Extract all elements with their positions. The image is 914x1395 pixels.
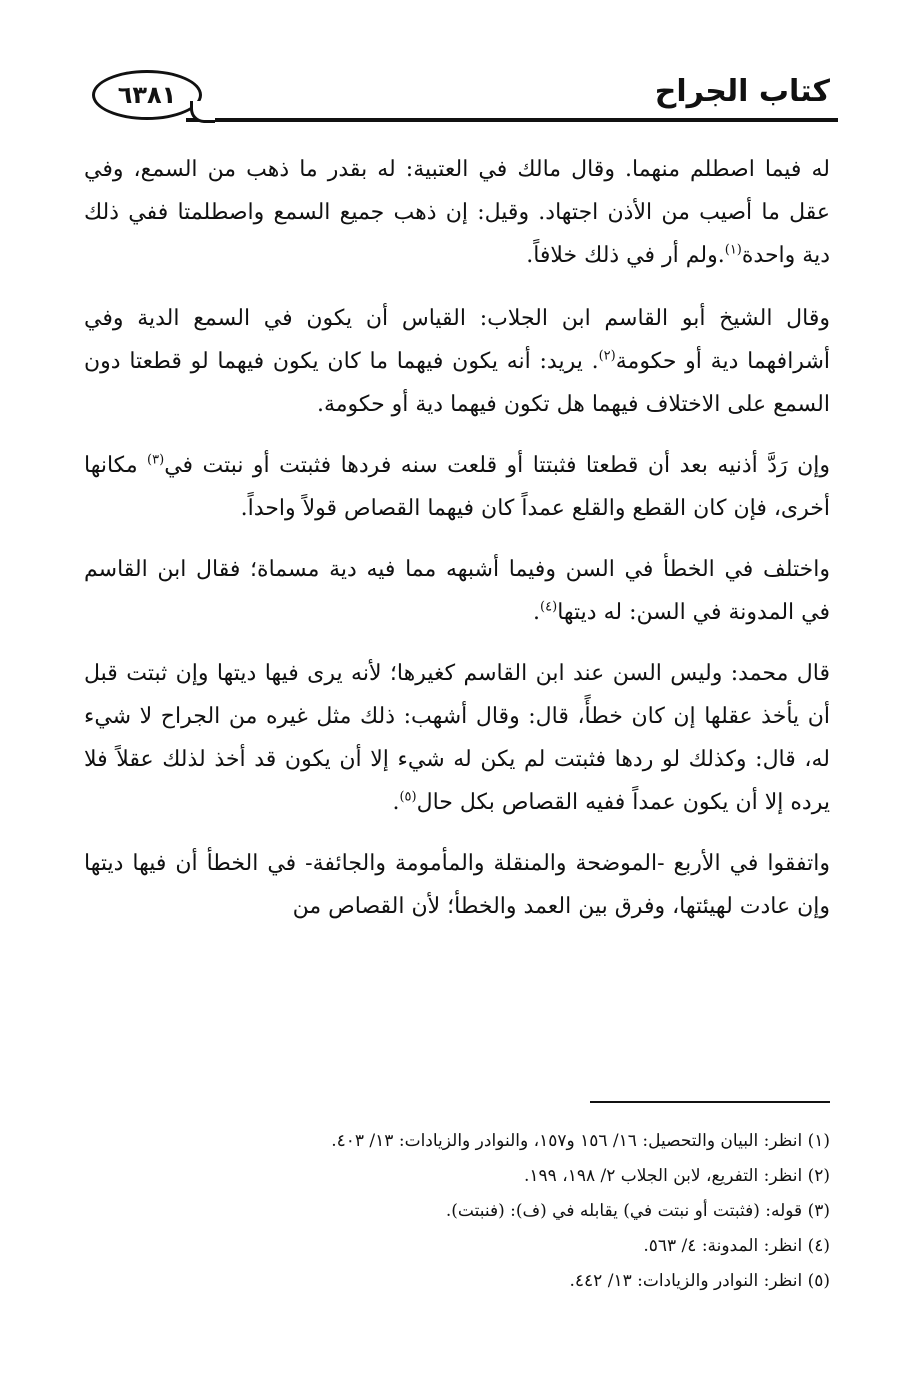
book-title: كتاب الجراح (654, 74, 830, 109)
paragraph: وقال الشيخ أبو القاسم ابن الجلاب: القياس أن يكون في السمع الدية وفي أشرافهما دية أو حكومة$^{(٢)}$. يريد: أنه يكون فيهما ما كان يكون فيهما لو قطعتا دون السمع على الاختلاف فيهما هل تكون فيهما دية أو حكومة. (84, 306, 830, 417)
footnote-marker: (٢) (598, 348, 616, 364)
paragraph: وإن رَدَّ أذنيه بعد أن قطعتا فثبتتا أو قلعت سنه فردها فثبتت أو نبتت في$^{(٣)}$ مكانها أخرى، فإن كان القطع والقلع عمداً كان فيهما القصاص قولاً واحداً. (84, 452, 830, 521)
footnote-marker: (٤) (540, 599, 558, 615)
main-text (84, 148, 830, 946)
footnote: (٣) قوله: (فثبتت أو نبتت في) يقابله في (ف): (فنبتت). (445, 1201, 830, 1221)
footnote-marker: (٣) (147, 452, 165, 468)
footnote-marker: (٥) (399, 789, 417, 805)
footnote: (١) انظر: البيان والتحصيل: ١٦/ ١٥٦ و١٥٧، والنوادر والزيادات: ١٣/ ٤٠٣. (331, 1131, 830, 1151)
paragraph: قال محمد: وليس السن عند ابن القاسم كغيرها؛ لأنه يرى فيها ديتها وإن ثبتت قبل أن يأخذ عقلها إن كان خطأً، قال: وقال أشهب: ذلك مثل غيره من الجراح لا شيء له، قال: وكذلك لو ردها فثبتت لم يكن له شيء إلا أن يكون قد أخذ لذلك عقلاً فلا يرده إلا أن يكون عمداً ففيه القصاص بكل حال$^{(٥)}$. (84, 661, 830, 815)
paragraph: له فيما اصطلم منهما. وقال مالك في العتبية: له بقدر ما ذهب من السمع، وفي عقل ما أصيب من الأذن اجتهاد. وقيل: إن ذهب جميع السمع واصطلمتا ففي ذلك دية واحدة$^{(١)}$.ولم أر في ذلك خلافاً. (84, 157, 830, 268)
header-rule (186, 118, 838, 122)
footnote: (٢) انظر: التفريع، لابن الجلاب ٢/ ١٩٨، ١٩٩. (523, 1166, 830, 1186)
footnote: (٤) انظر: المدونة: ٤/ ٥٦٣. (643, 1236, 830, 1256)
paragraph: واختلف في الخطأ في السن وفيما أشبهه مما فيه دية مسماة؛ فقال ابن القاسم في المدونة في السن: له ديتها$^{(٤)}$. (84, 557, 830, 625)
footnote-marker: (١) (724, 242, 742, 258)
page-header (0, 0, 914, 140)
footnote: (٥) انظر: النوادر والزيادات: ١٣/ ٤٤٢. (569, 1271, 830, 1291)
paragraph: واتفقوا في الأربع -الموضحة والمنقلة والمأمومة والجائفة- في الخطأ أن فيها ديتها وإن عادت لهيئتها، وفرق بين العمد والخطأ؛ لأن القصاص من (84, 851, 830, 919)
footnotes (84, 1124, 830, 1299)
page-number-badge (92, 70, 202, 120)
page-number: ٦٣٨١ (117, 81, 177, 109)
footnote-separator (590, 1101, 830, 1103)
